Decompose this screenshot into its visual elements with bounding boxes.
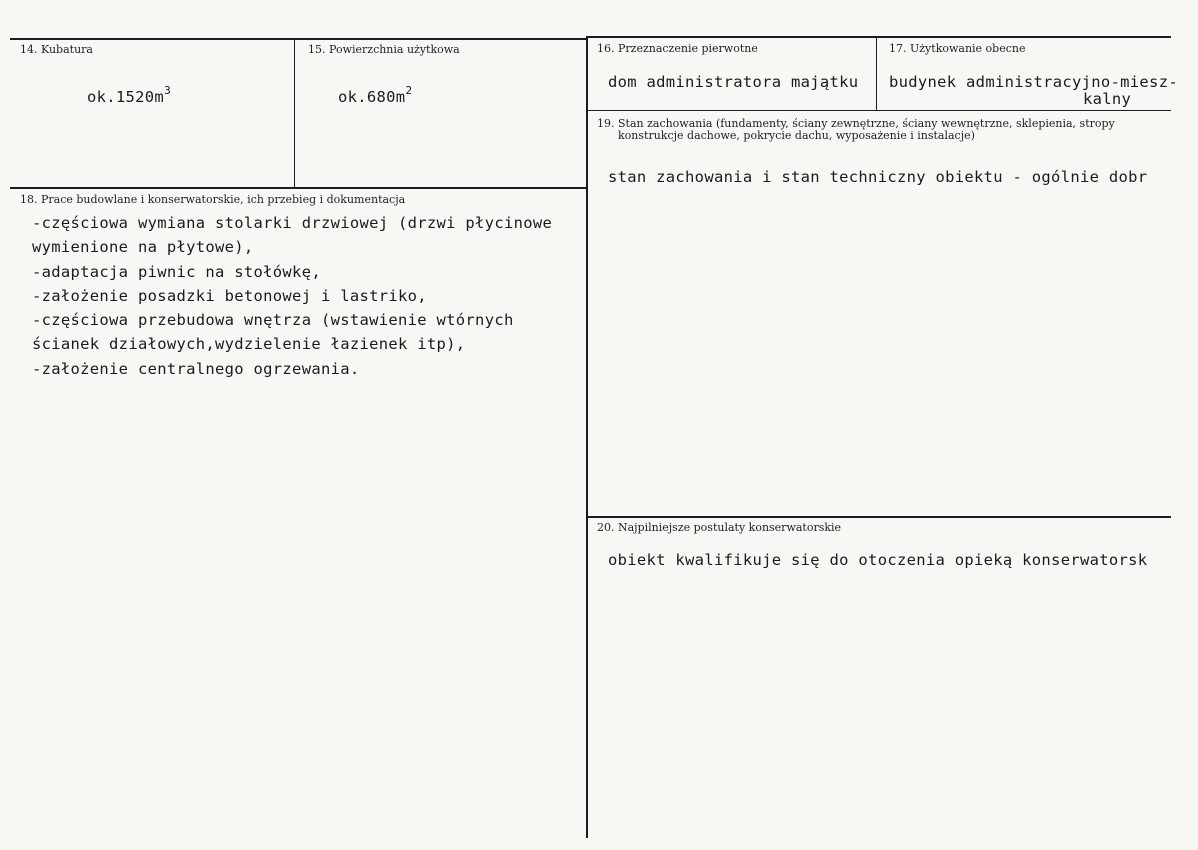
field-20-value: obiekt kwalifikuje się do otoczenia opieką konserwatorsk bbox=[608, 551, 1148, 569]
works-line-5: -częściowa przebudowa wnętrza (wstawienie wtórnych bbox=[32, 311, 514, 330]
divider-center bbox=[586, 38, 588, 838]
works-line-4: -założenie posadzki betonowej i lastriko, bbox=[32, 286, 427, 305]
field-18-works-list bbox=[32, 211, 552, 381]
top-border-left bbox=[10, 38, 586, 40]
row-divider-19-20 bbox=[588, 516, 1171, 518]
field-16-value: dom administratora majątku bbox=[608, 73, 859, 91]
field-17-value-line1: budynek administracyjno-miesz- bbox=[889, 73, 1178, 91]
field-19-value: stan zachowania i stan techniczny obiektu - ogólnie dobr bbox=[608, 168, 1148, 186]
field-15-number: ok.680m bbox=[338, 88, 406, 107]
field-17-label: 17. Użytkowanie obecne bbox=[889, 42, 1026, 55]
field-19-label-line2: konstrukcje dachowe, pokrycie dachu, wyposażenie i instalacje) bbox=[618, 129, 975, 142]
field-17-value-line2: kalny bbox=[1083, 90, 1132, 108]
field-18-label: 18. Prace budowlane i konserwatorskie, ich przebieg i dokumentacja bbox=[20, 193, 406, 206]
field-14-label: 14. Kubatura bbox=[20, 43, 93, 56]
divider-16-17 bbox=[876, 38, 877, 110]
field-15-value bbox=[338, 86, 412, 106]
works-line-3: -adaptacja piwnic na stołówkę, bbox=[32, 262, 321, 281]
works-line-7: -założenie centralnego ogrzewania. bbox=[32, 359, 360, 378]
divider-14-15 bbox=[294, 40, 295, 187]
field-14-number: ok.1520m bbox=[87, 88, 165, 107]
works-line-6: ścianek działowych,wydzielenie łazienek itp), bbox=[32, 335, 466, 354]
row-divider-16-19 bbox=[588, 110, 1171, 111]
field-15-unit-exponent: 2 bbox=[405, 84, 413, 97]
works-line-2: wymienione na płytowe), bbox=[32, 238, 254, 257]
top-border-right bbox=[586, 36, 1171, 38]
field-14-unit-exponent: 3 bbox=[164, 84, 171, 97]
field-15-label: 15. Powierzchnia użytkowa bbox=[308, 43, 460, 56]
works-line-1: -częściowa wymiana stolarki drzwiowej (drzwi płycinowe bbox=[32, 214, 553, 232]
field-16-label: 16. Przeznaczenie pierwotne bbox=[597, 42, 758, 55]
field-19-label-line1: 19. Stan zachowania (fundamenty, ściany zewnętrzne, ściany wewnętrzne, sklepienia, stropy bbox=[597, 117, 1115, 130]
field-14-value bbox=[87, 86, 171, 106]
row-divider-15-18 bbox=[10, 187, 586, 189]
field-20-label: 20. Najpilniejsze postulaty konserwatorskie bbox=[597, 521, 842, 534]
